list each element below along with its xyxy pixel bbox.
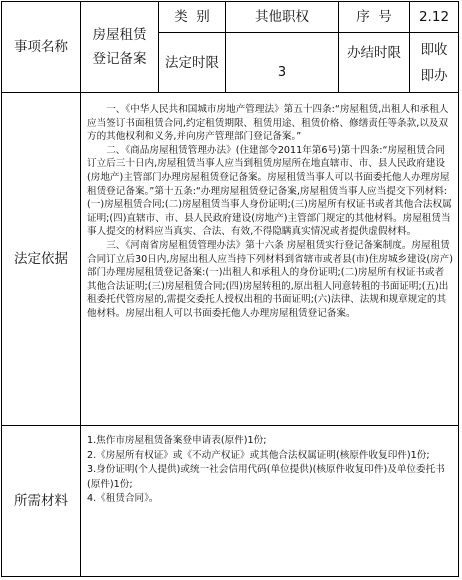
legal-time-label — [158, 32, 226, 93]
legal-basis-label-text: 法定依据 — [14, 251, 68, 267]
item-name-line-2: 登记备案 — [92, 51, 147, 67]
legal-basis-paragraph-1: 一、《中华人民共和国城市房地产管理法》第五十四条:“房屋租赁,出租人和承租人应当签订书面租赁合同,约定租赁期限、租赁用途、租赁价格、修缮责任等条款,以及双方的其他权利和义务,并向房产管理部门登记备案。” — [87, 104, 449, 143]
done-time-label — [338, 32, 410, 93]
legal-time-label-text: 法定时限 — [165, 54, 219, 71]
material-item-1: 1.焦作市房屋租赁备案登申请表(原件)1份; — [87, 435, 267, 446]
legal-basis-paragraph-2: 二、《商品房屋租赁管理办法》(住建部令2011年第6号)第十四条:“房屋租赁合同订立后三十日内,房屋租赁当事人应当到租赁房屋所在地直辖市、市、县人民政府建设(房地产)主管部门办理房屋租赁登记备案。房屋租赁当事人可以书面委托他人办理房屋租赁登记备案。”第十五条:“办理房屋租赁登记备案,房屋租赁当事人应当提交下列材料:(一)房屋租赁合同;(二)房屋租赁当事人身份证明;(三)房屋所有权证书或者其他合法权属证明;(四)直辖市、市、县人民政府建设(房地产)主管部门规定的其他材料。房屋租赁当事人提交的材料应当真实、合法、有效,不得隐瞒真实情况或者提供虚假材料。 — [87, 144, 452, 238]
materials-content — [80, 425, 459, 577]
materials-label — [1, 425, 81, 577]
category-label-text: 类 别 — [174, 9, 210, 25]
legal-time-value-text: 3 — [277, 65, 287, 80]
done-time-label-text: 办结时限 — [347, 45, 401, 61]
item-table — [1, 1, 459, 577]
seq-label — [338, 1, 410, 33]
seq-label-text: 序 号 — [356, 9, 392, 25]
legal-time-value — [225, 32, 339, 93]
done-time-line-2: 即办 — [420, 67, 448, 84]
item-name-label-text: 事项名称 — [14, 39, 68, 55]
legal-basis-paragraph-3: 三、《河南省房屋租赁管理办法》第十六条 房屋租赁实行登记备案制度。房屋租赁合同订立后30日内,房屋出租人应当持下列材料到省辖市或者县(市)住房城乡建设(房产)部门办理房屋租赁登记备案:(一)出租人和承租人的身份证明;(二)房屋所有权证书或者其他合法证明;(三)房屋租赁合同;(四)房屋转租的,原出租人同意转租的书面证明;(五)出租委托代管房屋的,需提交委托人授权出租的书面证明;(六)法律、法规和规章规定的其他材料。房屋出租人可以书面委托他人办理房屋租赁登记备案。 — [87, 239, 454, 319]
item-name-label — [1, 1, 81, 93]
material-item-4: 4.《租赁合同》。 — [87, 493, 159, 504]
legal-basis-content — [80, 92, 459, 426]
material-item-2: 2.《房屋所有权证》或《不动产权证》或其他合法权属证明(核原件收复印件)1份; — [87, 449, 430, 461]
category-value-text: 其他职权 — [255, 9, 309, 25]
item-name-value — [80, 1, 159, 93]
legal-basis-label — [1, 92, 81, 426]
seq-value — [409, 1, 459, 33]
material-item-3: 3.身份证明(个人提供)或统一社会信用代码(单位提供)(核原件收复印件)及单位委托书(原件)1份; — [87, 464, 445, 490]
done-time-value — [409, 32, 459, 93]
done-time-line-1: 即收 — [420, 41, 448, 58]
category-label — [158, 1, 226, 33]
materials-label-text: 所需材料 — [14, 493, 68, 509]
seq-value-text: 2.12 — [418, 9, 450, 25]
category-value — [225, 1, 339, 33]
item-name-line-1: 房屋租赁 — [92, 27, 147, 43]
